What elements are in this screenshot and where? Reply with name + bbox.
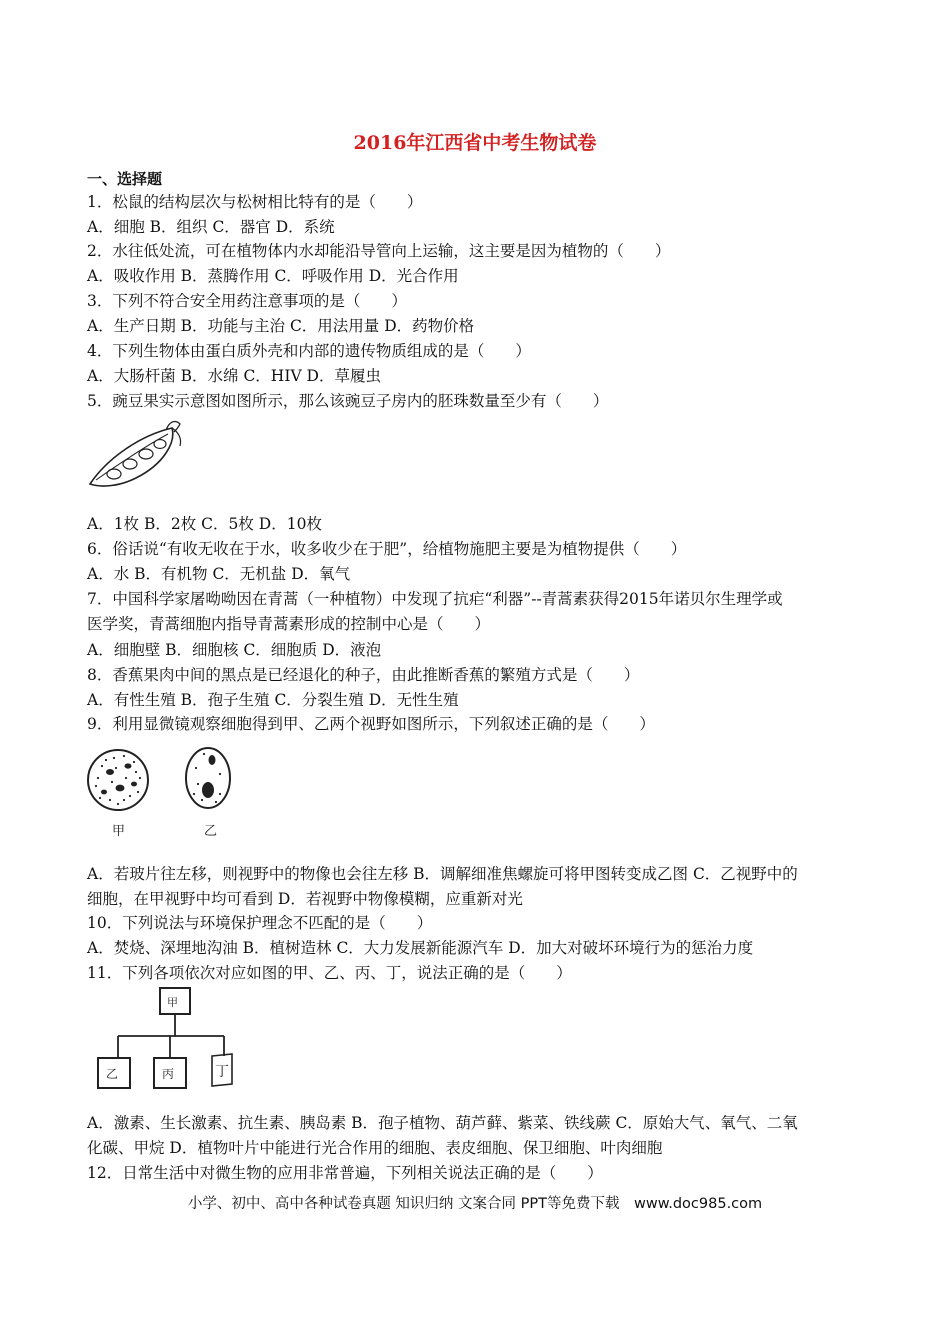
options-8: A．有性生殖 B．孢子生殖 C．分裂生殖 D．无性生殖 xyxy=(87,691,459,709)
question-4: 4．下列生物体由蛋白质外壳和内部的遗传物质组成的是（ ） xyxy=(87,342,531,360)
question-10: 10．下列说法与环境保护理念不匹配的是（ ） xyxy=(87,914,433,932)
question-12: 12．日常生活中对微生物的应用非常普遍，下列相关说法正确的是（ ） xyxy=(87,1164,603,1182)
question-6: 6．俗话说“有收无收在于水，收多收少在于肥”，给植物施肥主要是为植物提供（ ） xyxy=(87,540,687,558)
options-7: A．细胞壁 B．细胞核 C．细胞质 D．液泡 xyxy=(87,641,382,659)
question-9: 9．利用显微镜观察细胞得到甲、乙两个视野如图所示，下列叙述正确的是（ ） xyxy=(87,715,655,733)
question-8: 8．香蕉果肉中间的黑点是已经退化的种子，由此推断香蕉的繁殖方式是（ ） xyxy=(87,666,640,684)
question-1: 1．松鼠的结构层次与松树相比特有的是（ ） xyxy=(87,193,423,211)
microscope-fields-figure xyxy=(84,738,244,842)
options-10: A．焚烧、深埋地沟油 B．植树造林 C．大力发展新能源汽车 D．加大对破坏环境行为的惩治力度 xyxy=(87,939,754,957)
box-b2-label: 丙 xyxy=(162,1067,175,1081)
field-right-label: 乙 xyxy=(204,824,218,839)
options-9-cont: 细胞，在甲视野中均可看到 D．若视野中物像模糊，应重新对光 xyxy=(87,890,523,908)
question-3: 3．下列不符合安全用药注意事项的是（ ） xyxy=(87,292,407,310)
pea-pod-figure xyxy=(86,418,186,492)
options-9: A．若玻片往左移，则视野中的物像也会往左移 B．调解细准焦螺旋可将甲图转变成乙图 C．乙视野中的 xyxy=(87,865,798,883)
question-2: 2．水往低处流，可在植物体内水却能沿导管向上运输，这主要是因为植物的（ ） xyxy=(87,242,671,260)
page-footer: 小学、初中、高中各种试卷真题 知识归纳 文案合同 PPT等免费下载 www.doc985.com xyxy=(187,1196,763,1212)
options-6: A．水 B．有机物 C．无机盐 D．氧气 xyxy=(87,565,351,583)
field-left-label: 甲 xyxy=(112,824,126,839)
options-5: A．1枚 B．2枚 C．5枚 D．10枚 xyxy=(87,515,322,533)
page-title: 2016年江西省中考生物试卷 xyxy=(353,132,597,154)
options-3: A．生产日期 B．功能与主治 C．用法用量 D．药物价格 xyxy=(87,317,475,335)
box-top-label: 甲 xyxy=(167,996,178,1009)
options-1: A．细胞 B．组织 C．器官 D．系统 xyxy=(87,218,335,236)
question-7-cont: 医学奖，青蒿细胞内指导青蒿素形成的控制中心是（ ） xyxy=(87,615,491,633)
question-5: 5．豌豆果实示意图如图所示，那么该豌豆子房内的胚珠数量至少有（ ） xyxy=(87,392,609,410)
question-11: 11．下列各项依次对应如图的甲、乙、丙、丁，说法正确的是（ ） xyxy=(87,964,572,982)
box-b3-label: 丁 xyxy=(215,1064,229,1080)
options-2: A．吸收作用 B．蒸腾作用 C．呼吸作用 D．光合作用 xyxy=(87,267,459,285)
section-heading: 一、选择题 xyxy=(87,170,163,188)
options-11-cont: 化碳、甲烷 D．植物叶片中能进行光合作用的细胞、表皮细胞、保卫细胞、叶肉细胞 xyxy=(87,1139,663,1157)
question-7: 7．中国科学家屠呦呦因在青蒿（一种植物）中发现了抗疟“利器”--青蒿素获得2015年诺贝尔生理学或 xyxy=(87,590,783,608)
box-b1-label: 乙 xyxy=(106,1067,119,1081)
options-4: A．大肠杆菌 B．水绵 C．HIV D．草履虫 xyxy=(87,367,381,385)
options-11: A．激素、生长激素、抗生素、胰岛素 B．孢子植物、葫芦藓、紫菜、铁线蕨 C．原始大气、氧气、二氧 xyxy=(87,1114,798,1132)
hierarchy-figure xyxy=(92,986,242,1092)
